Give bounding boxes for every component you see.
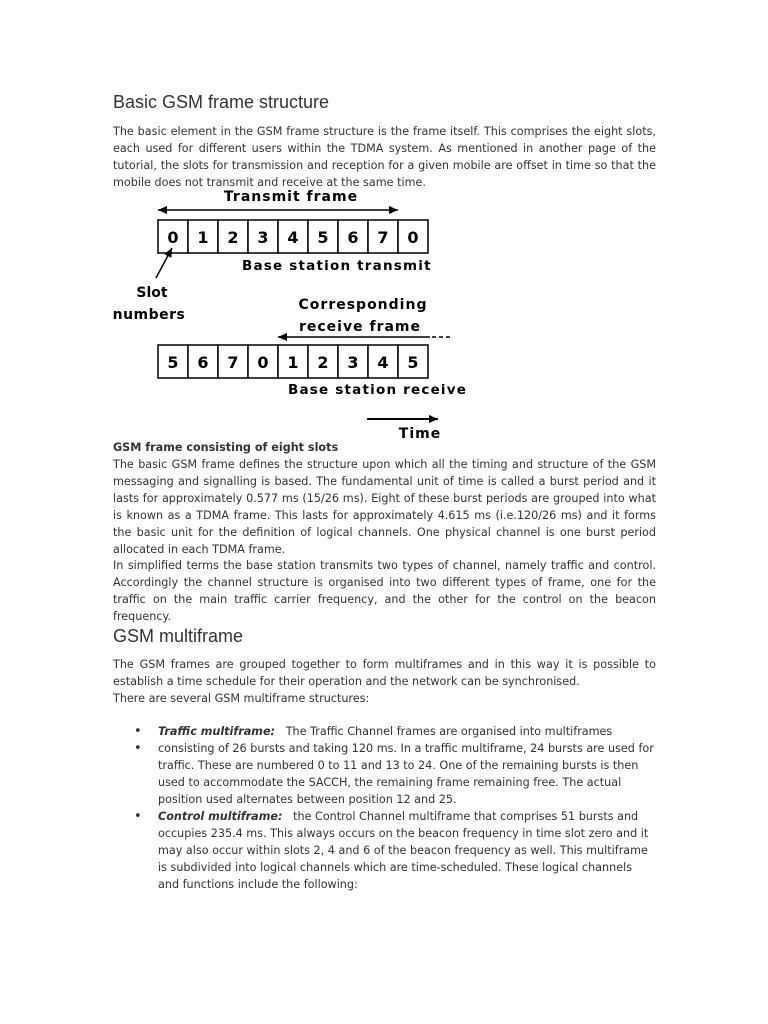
slot-numbers-label-line1: Slot	[136, 285, 168, 301]
bullet-dot-icon: •	[134, 724, 142, 739]
receive-slot-number: 6	[197, 353, 209, 372]
bullet-item	[113, 740, 656, 808]
transmit-slot-number: 5	[317, 228, 329, 247]
bullet-term: Control multiframe:	[158, 810, 283, 823]
receive-slot-number: 1	[287, 353, 299, 372]
bullet-dot-icon: •	[134, 809, 142, 824]
transmit-frame-label: Transmit frame	[223, 189, 359, 205]
base-station-transmit-label: Base station transmit	[242, 258, 432, 274]
bullet-item	[113, 723, 656, 740]
bullet-text: the Control Channel multiframe that comprises 51 bursts and occupies 235.4 ms. This always occurs on the beacon frequency in time slot zero and it may also occur within slots 2, 4 and 6 of the beacon frequency as well. This multiframe is subdivided into logical channels which are time-scheduled. These logical channels and functions include the following:	[158, 810, 649, 891]
receive-slot-number: 4	[377, 353, 389, 372]
receive-slot-number: 5	[407, 353, 419, 372]
multiframe-bullet-list	[113, 723, 656, 893]
transmit-slot-number: 0	[167, 228, 179, 247]
corresponding-label-line1: Corresponding	[298, 297, 428, 313]
receive-slot-row	[158, 345, 428, 378]
multiframe-intro-2: There are several GSM multiframe structures:	[113, 692, 370, 705]
bullet-text: The Traffic Channel frames are organised into multiframes	[285, 725, 613, 738]
transmit-slot-number: 6	[347, 228, 359, 247]
gsm-frame-diagram	[0, 186, 768, 446]
transmit-slot-number: 3	[257, 228, 269, 247]
bullet-text: consisting of 26 bursts and taking 120 ms. In a traffic multiframe, 24 bursts are used for traffic. These are numbered 0 to 11 and 13 to 24. One of the remaining bursts is then used to accommodate the SACCH, the remaining frame remaining free. The actual position used alternates between position 12 and 25.	[158, 742, 654, 806]
section-title-multiframe: GSM multiframe	[113, 626, 244, 646]
receive-slot-number: 7	[227, 353, 239, 372]
transmit-slot-row	[158, 220, 428, 253]
receive-slot-number: 0	[257, 353, 269, 372]
section-title-frame-structure: Basic GSM frame structure	[113, 92, 330, 112]
figure-caption: GSM frame consisting of eight slots	[113, 441, 339, 454]
base-station-receive-label: Base station receive	[288, 382, 468, 398]
receive-slot-number: 3	[347, 353, 359, 372]
body-paragraph-2: In simplified terms the base station transmits two types of channel, namely traffic and control. Accordingly the channel structure is organised into two different types of frame, one for the traffic on the main traffic carrier frequency, and the other for the control on the beacon frequency.	[113, 559, 656, 623]
transmit-slot-number: 4	[287, 228, 299, 247]
receive-slot-number: 5	[167, 353, 179, 372]
multiframe-intro: The GSM frames are grouped together to form multiframes and in this way it is possible to establish a time schedule for their operation and the network can be synchronised.	[113, 658, 656, 688]
transmit-slot-number: 2	[227, 228, 239, 247]
bullet-item	[113, 808, 656, 893]
time-label: Time	[398, 426, 442, 442]
transmit-slot-number: 7	[377, 228, 389, 247]
bullet-term: Traffic multiframe:	[158, 725, 276, 738]
corresponding-label-line2: receive frame	[298, 319, 422, 335]
receive-slot-number: 2	[317, 353, 329, 372]
slot-numbers-label-line2: numbers	[112, 307, 186, 323]
transmit-slot-number: 0	[407, 228, 419, 247]
bullet-dot-icon: •	[134, 741, 142, 756]
body-paragraph-1: The basic GSM frame defines the structure upon which all the timing and structure of the GSM messaging and signalling is based. The fundamental unit of time is called a burst period and it lasts for approximately 0.577 ms (15/26 ms). Eight of these burst periods are grouped into what is known as a TDMA frame. This lasts for approximately 4.615 ms (i.e.120/26 ms) and it forms the basic unit for the definition of logical channels. One physical channel is one burst period allocated in each TDMA frame.	[113, 458, 656, 556]
transmit-slot-number: 1	[197, 228, 209, 247]
intro-paragraph: The basic element in the GSM frame structure is the frame itself. This comprises the eight slots, each used for different users within the TDMA system. As mentioned in another page of the tutorial, the slots for transmission and reception for a given mobile are offset in time so that the mobile does not transmit and receive at the same time.	[113, 125, 656, 189]
